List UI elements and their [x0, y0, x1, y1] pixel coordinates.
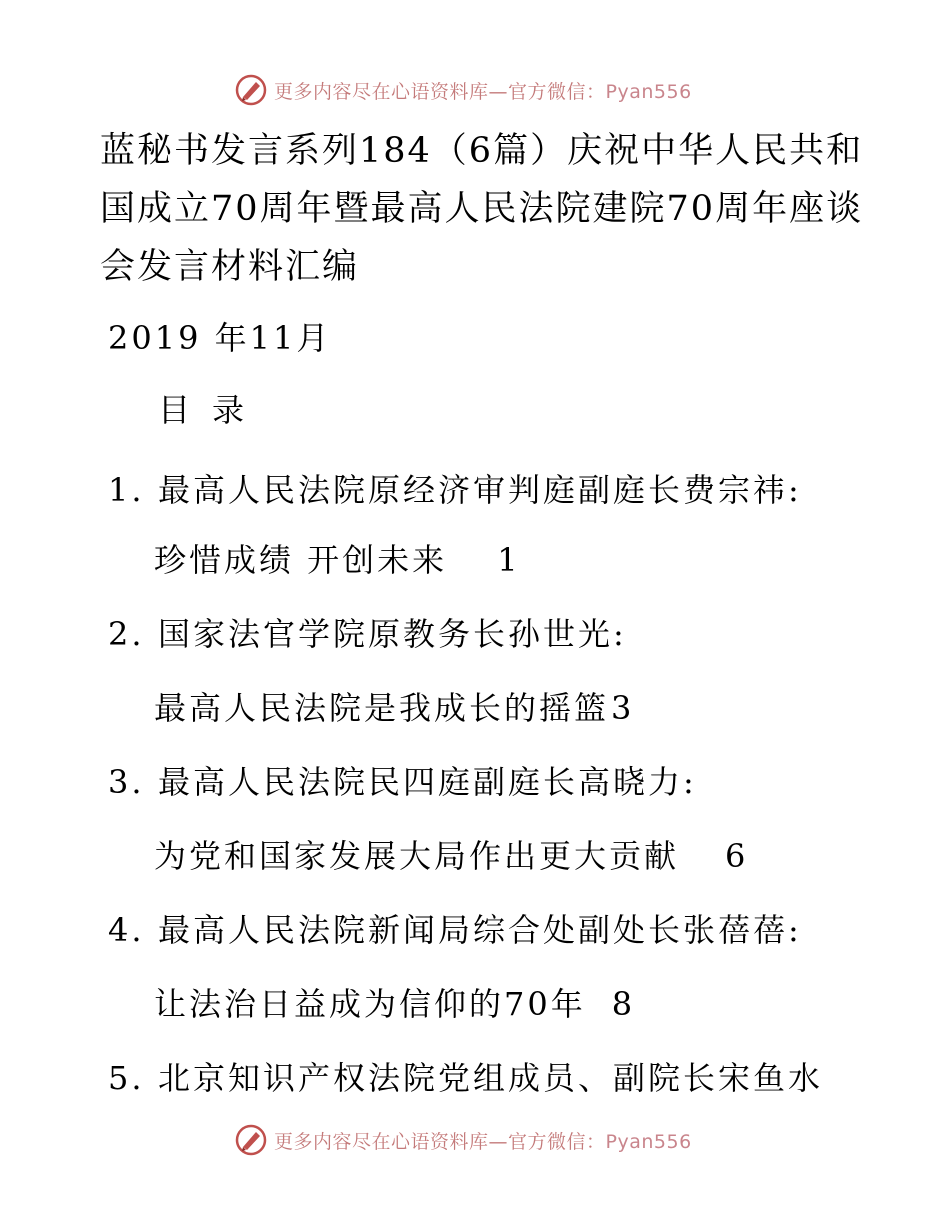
- toc-entry-number: 3.: [108, 763, 145, 801]
- watermark-text: 更多内容尽在心语资料库—官方微信：Pyan556: [274, 80, 692, 103]
- pen-logo-icon: [234, 73, 268, 107]
- toc-entry-number: 4.: [108, 911, 145, 949]
- toc-entry-speaker: 4. 最高人民法院新闻局综合处副处长张蓓蓓:: [108, 911, 802, 949]
- footer-watermark: [234, 1122, 692, 1158]
- toc-entry-speaker: 5. 北京知识产权法院党组成员、副院长宋鱼水: [108, 1059, 824, 1097]
- document-date: 2019 年11月: [108, 319, 332, 357]
- toc-entry-number: 5.: [108, 1059, 145, 1097]
- toc-entry-speaker: 1. 最高人民法院原经济审判庭副庭长费宗祎:: [108, 471, 802, 509]
- toc-entry-topic: 为党和国家发展大局作出更大贡献 6: [154, 837, 749, 875]
- toc-entry-page: 6: [725, 837, 749, 875]
- toc-entry-number: 1.: [108, 471, 145, 509]
- toc-entry-topic: 让法治日益成为信仰的70年 8: [154, 985, 636, 1023]
- toc-entry-speaker: 3. 最高人民法院民四庭副庭长高晓力:: [108, 763, 697, 801]
- header-watermark: [234, 72, 692, 108]
- toc-entry-speaker: 2. 国家法官学院原教务长孙世光:: [108, 615, 627, 653]
- watermark-text: 更多内容尽在心语资料库—官方微信：Pyan556: [274, 1130, 692, 1153]
- toc-entry-topic: 珍惜成绩 开创未来 1: [154, 541, 521, 579]
- document-title: 蓝秘书发言系列184（6篇）庆祝中华人民共和国成立70周年暨最高人民法院建院70周年座谈会发言材料汇编: [100, 131, 864, 287]
- toc-entry-topic: 最高人民法院是我成长的摇篮3: [154, 689, 635, 727]
- toc-entry-page: 8: [611, 985, 636, 1023]
- toc-heading: 目录: [158, 391, 267, 429]
- toc-entry-page: 3: [611, 689, 635, 727]
- toc-entry-number: 2.: [108, 615, 145, 653]
- toc-entry-page: 1: [497, 541, 521, 579]
- pen-logo-icon: [234, 1123, 268, 1157]
